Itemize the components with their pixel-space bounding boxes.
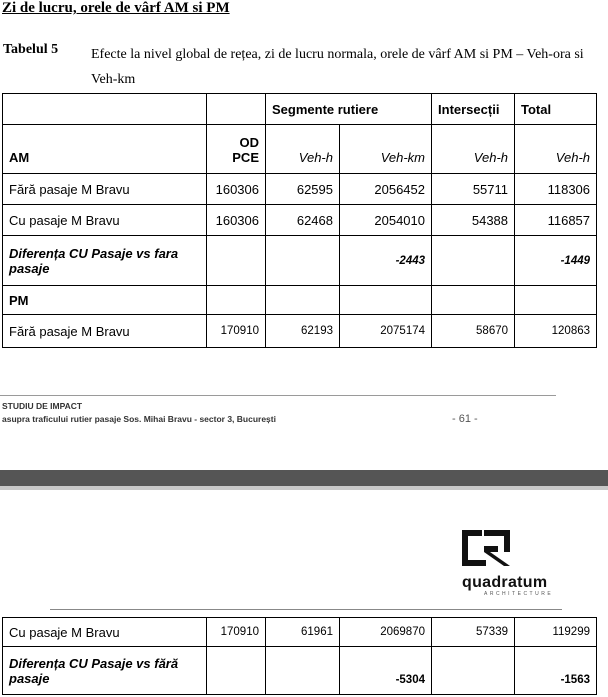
row-label: Cu pasaje M Bravu	[3, 618, 207, 647]
cell-int-vehh: 55711	[432, 174, 515, 205]
empty-cell	[432, 647, 515, 695]
empty-cell	[340, 286, 432, 315]
cell-tot-vehh: 116857	[515, 205, 597, 236]
table-caption-text: Efecte la nivel global de rețea, zi de lucru normala, orele de vârf AM si PM – Veh-ora si Veh-km	[91, 47, 584, 87]
cell-tot-vehh: 119299	[515, 618, 597, 647]
diff-row-label: Diferența CU Pasaje vs fara pasaje	[3, 236, 207, 286]
empty-cell	[266, 647, 340, 695]
cell-tot-vehh: 118306	[515, 174, 597, 205]
cell-int-vehh: 54388	[432, 205, 515, 236]
cell-seg-vehh: 61961	[266, 618, 340, 647]
page-break-edge	[0, 486, 608, 490]
empty-cell	[266, 286, 340, 315]
cell-int-vehh: 57339	[432, 618, 515, 647]
col-header-int-vehh: Veh-h	[432, 125, 515, 174]
cell-int-vehh: 58670	[432, 315, 515, 348]
cell-seg-vehkm: 2056452	[340, 174, 432, 205]
col-header-od-pce: OD PCE	[207, 125, 266, 174]
empty-cell	[266, 236, 340, 286]
group-header-segmente: Segmente rutiere	[266, 94, 432, 125]
logo-subtitle: ARCHITECTURE	[484, 591, 554, 597]
diff-seg-vehkm: -5304	[340, 647, 432, 695]
empty-cell	[207, 647, 266, 695]
empty-cell	[432, 286, 515, 315]
col-header-tot-vehh: Veh-h	[515, 125, 597, 174]
cell-seg-vehh: 62193	[266, 315, 340, 348]
page-break-gap	[0, 470, 608, 486]
cell-seg-vehkm: 2075174	[340, 315, 432, 348]
col-header-seg-vehkm: Veh-km	[340, 125, 432, 174]
cell-od: 160306	[207, 205, 266, 236]
logo-wordmark: quadratum	[462, 574, 548, 591]
cell-tot-vehh: 120863	[515, 315, 597, 348]
cell-seg-vehkm: 2069870	[340, 618, 432, 647]
cell-od: 170910	[207, 618, 266, 647]
cell-od: 160306	[207, 174, 266, 205]
footer-title: STUDIU DE IMPACT	[2, 401, 83, 411]
diff-seg-vehkm: -2443	[340, 236, 432, 286]
empty-cell	[432, 236, 515, 286]
diff-tot-vehh: -1449	[515, 236, 597, 286]
col-header-seg-vehh: Veh-h	[266, 125, 340, 174]
header-empty-cell	[3, 94, 207, 125]
diff-tot-vehh: -1563	[515, 647, 597, 695]
footer-subtitle: asupra traficului rutier pasaje Sos. Mihai Bravu - sector 3, București	[2, 414, 276, 424]
section-label-am: AM	[3, 125, 207, 174]
results-table-page-62	[2, 617, 597, 695]
group-header-intersectii: Intersecții	[432, 94, 515, 125]
results-table-page-61	[2, 93, 597, 348]
header-divider	[50, 609, 562, 610]
table-caption-number: Tabelul 5	[3, 42, 59, 57]
footer-divider	[0, 395, 556, 396]
page-number: - 61 -	[452, 413, 478, 425]
cell-seg-vehh: 62468	[266, 205, 340, 236]
cell-od: 170910	[207, 315, 266, 348]
section-label-pm: PM	[3, 286, 207, 315]
diff-row-label: Diferența CU Pasaje vs fără pasaje	[3, 647, 207, 695]
header-empty-cell	[207, 94, 266, 125]
section-title: Zi de lucru, orele de vârf AM si PM	[2, 0, 230, 16]
empty-cell	[515, 286, 597, 315]
empty-cell	[207, 286, 266, 315]
row-label: Fără pasaje M Bravu	[3, 315, 207, 348]
cell-seg-vehkm: 2054010	[340, 205, 432, 236]
row-label: Cu pasaje M Bravu	[3, 205, 207, 236]
row-label: Fără pasaje M Bravu	[3, 174, 207, 205]
empty-cell	[207, 236, 266, 286]
cell-seg-vehh: 62595	[266, 174, 340, 205]
group-header-total: Total	[515, 94, 597, 125]
